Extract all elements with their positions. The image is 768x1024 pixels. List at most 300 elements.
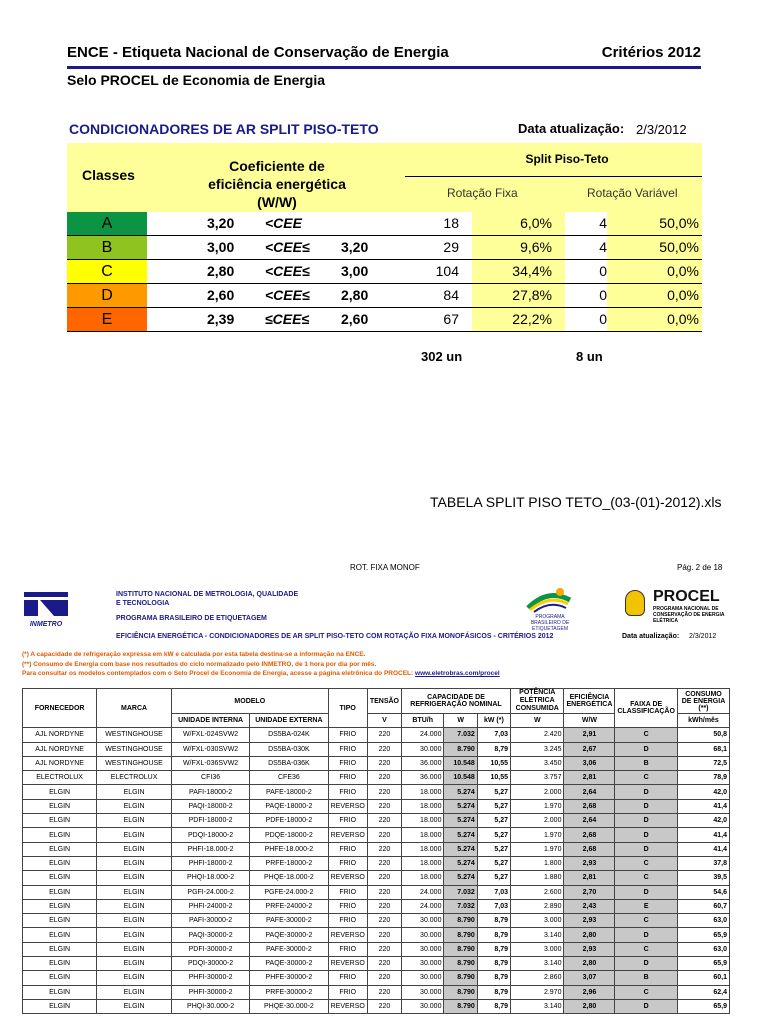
- cell-tensao: 220: [367, 771, 401, 785]
- cell-btuh: 36.000: [402, 771, 444, 785]
- cell-consumo: 60,1: [677, 971, 729, 985]
- cell-kw: 10,55: [477, 756, 510, 770]
- cell-tipo: REVERSO: [328, 828, 367, 842]
- cell-fornecedor: ELGIN: [23, 899, 97, 913]
- cell-btuh: 30.000: [402, 914, 444, 928]
- pbe-icon: [520, 586, 576, 614]
- classes-label: Classes: [82, 167, 135, 183]
- cell-kw: 8,79: [477, 985, 510, 999]
- cell-faixa: B: [615, 971, 678, 985]
- cell-unidade-externa: DS5BA-024K: [250, 728, 328, 742]
- class-row: [67, 260, 702, 284]
- cell-eficiencia: 2,68: [564, 842, 615, 856]
- cell-tipo: FRIO: [328, 885, 367, 899]
- section-title: CONDICIONADORES DE AR SPLIT PISO-TETO: [69, 121, 379, 137]
- cell-tensao: 220: [367, 914, 401, 928]
- class-letter: B: [67, 236, 147, 259]
- count-fixa: 18: [443, 215, 459, 231]
- class-row: [67, 284, 702, 308]
- cell-w: 5.274: [444, 814, 477, 828]
- count-fixa: 104: [435, 263, 459, 279]
- cell-marca: WESTINGHOUSE: [97, 756, 172, 770]
- cell-potencia: 1.970: [511, 828, 564, 842]
- col-fornecedor: FORNECEDOR: [23, 689, 97, 728]
- cell-tensao: 220: [367, 971, 401, 985]
- cell-unidade-interna: W/FXL-024SVW2: [171, 728, 249, 742]
- cell-eficiencia: 2,43: [564, 899, 615, 913]
- class-min: 2,60: [207, 287, 235, 303]
- cell-tipo: FRIO: [328, 899, 367, 913]
- cell-btuh: 18.000: [402, 799, 444, 813]
- cell-marca: ELGIN: [97, 928, 172, 942]
- cell-tipo: FRIO: [328, 742, 367, 756]
- cell-marca: ELGIN: [97, 914, 172, 928]
- cell-w: 7.032: [444, 899, 477, 913]
- cell-kw: 7,03: [477, 899, 510, 913]
- cell-btuh: 30.000: [402, 971, 444, 985]
- cell-tipo: FRIO: [328, 942, 367, 956]
- cell-potencia: 1.970: [511, 799, 564, 813]
- cell-unidade-interna: PAQI-18000-2: [171, 799, 249, 813]
- cell-unidade-externa: PGFE-24.000-2: [250, 885, 328, 899]
- cell-kw: 8,79: [477, 957, 510, 971]
- count-fixa: 67: [443, 311, 459, 327]
- cell-potencia: 2.970: [511, 985, 564, 999]
- cell-tensao: 220: [367, 999, 401, 1013]
- cell-potencia: 1.880: [511, 871, 564, 885]
- cell-unidade-interna: PAFI-18000-2: [171, 785, 249, 799]
- cell-potencia: 3.000: [511, 942, 564, 956]
- cell-w: 10.548: [444, 771, 477, 785]
- cell-w: 5.274: [444, 799, 477, 813]
- cell-tensao: 220: [367, 814, 401, 828]
- cell-btuh: 30.000: [402, 957, 444, 971]
- cell-fornecedor: ELECTROLUX: [23, 771, 97, 785]
- file-name: TABELA SPLIT PISO TETO_(03-(01)-2012).xls: [430, 494, 722, 510]
- table-row: [23, 814, 730, 828]
- table-row: [23, 957, 730, 971]
- class-operator: <CEE: [265, 215, 302, 231]
- cell-tensao: 220: [367, 728, 401, 742]
- cell-tipo: REVERSO: [328, 957, 367, 971]
- cell-potencia: 2.000: [511, 814, 564, 828]
- cell-btuh: 18.000: [402, 828, 444, 842]
- cell-unidade-interna: PDQI-18000-2: [171, 828, 249, 842]
- cell-marca: WESTINGHOUSE: [97, 742, 172, 756]
- cell-unidade-interna: W/FXL-036SVW2: [171, 756, 249, 770]
- count-variavel: 0: [599, 263, 607, 279]
- cell-consumo: 72,5: [677, 756, 729, 770]
- cell-unidade-externa: PAFE-30000-2: [250, 942, 328, 956]
- cell-w: 8.790: [444, 985, 477, 999]
- cell-potencia: 2.420: [511, 728, 564, 742]
- count-variavel: 0: [599, 287, 607, 303]
- cell-unidade-externa: DS5BA-036K: [250, 756, 328, 770]
- cell-tipo: REVERSO: [328, 871, 367, 885]
- procel-logo: [625, 588, 735, 628]
- cell-eficiencia: 2,68: [564, 799, 615, 813]
- cell-unidade-interna: PDQI-30000-2: [171, 957, 249, 971]
- cell-eficiencia: 2,80: [564, 999, 615, 1013]
- criteria-label: Critérios 2012: [601, 44, 701, 61]
- cell-unidade-interna: PHQI-30.000-2: [171, 999, 249, 1013]
- coef-label: Coeficiente de eficiência energética (W/W): [208, 158, 346, 210]
- table-row: [23, 985, 730, 999]
- procel-link[interactable]: www.eletrobras.com/procel: [415, 670, 500, 677]
- cell-unidade-interna: PHFI-18000-2: [171, 856, 249, 870]
- cell-eficiencia: 2,67: [564, 742, 615, 756]
- cell-w: 7.032: [444, 885, 477, 899]
- cell-kw: 5,27: [477, 828, 510, 842]
- cell-fornecedor: ELGIN: [23, 814, 97, 828]
- col-externa: UNIDADE EXTERNA: [250, 714, 328, 728]
- cell-fornecedor: AJL NORDYNE: [23, 742, 97, 756]
- cell-marca: ELGIN: [97, 828, 172, 842]
- cell-tipo: FRIO: [328, 842, 367, 856]
- cell-faixa: C: [615, 914, 678, 928]
- cell-marca: ELGIN: [97, 856, 172, 870]
- cell-kw: 5,27: [477, 842, 510, 856]
- cell-eficiencia: 2,81: [564, 771, 615, 785]
- cell-eficiencia: 2,80: [564, 957, 615, 971]
- inmetro-logo-text: INMETRO: [29, 621, 63, 628]
- table-row: [23, 756, 730, 770]
- pct-variavel: 50,0%: [659, 215, 699, 231]
- update-value: 2/3/2012: [636, 122, 687, 137]
- class-max: 3,20: [341, 239, 369, 255]
- cell-kw: 7,03: [477, 728, 510, 742]
- document-title: ENCE - Etiqueta Nacional de Conservação de Energia: [67, 44, 449, 61]
- cell-btuh: 30.000: [402, 942, 444, 956]
- cell-faixa: D: [615, 885, 678, 899]
- cell-consumo: 63,0: [677, 942, 729, 956]
- class-letter: A: [67, 212, 147, 235]
- count-variavel: 0: [599, 311, 607, 327]
- document-header: [67, 44, 701, 61]
- cell-potencia: 2.890: [511, 899, 564, 913]
- cell-consumo: 42,0: [677, 785, 729, 799]
- cell-fornecedor: ELGIN: [23, 828, 97, 842]
- col-consumo-unit: kWh/mês: [677, 714, 729, 728]
- class-max: 3,00: [341, 263, 369, 279]
- cell-w: 8.790: [444, 742, 477, 756]
- cell-tensao: 220: [367, 957, 401, 971]
- cell-tipo: FRIO: [328, 856, 367, 870]
- cell-faixa: C: [615, 728, 678, 742]
- pct-fixa: 22,2%: [512, 311, 552, 327]
- cell-w: 5.274: [444, 785, 477, 799]
- cell-unidade-externa: PAQE-30000-2: [250, 928, 328, 942]
- cell-eficiencia: 3,06: [564, 756, 615, 770]
- cell-btuh: 30.000: [402, 742, 444, 756]
- cell-kw: 10,55: [477, 771, 510, 785]
- col-consumo: CONSUMO DE ENERGIA (**): [677, 689, 729, 714]
- cell-btuh: 24.000: [402, 728, 444, 742]
- cell-consumo: 54,6: [677, 885, 729, 899]
- classes-header: [67, 143, 702, 212]
- cell-faixa: D: [615, 957, 678, 971]
- equipment-table: [22, 688, 730, 1014]
- rotacao-fixa-label: Rotação Fixa: [447, 186, 518, 200]
- cell-faixa: E: [615, 899, 678, 913]
- cell-unidade-externa: PHQE-30.000-2: [250, 999, 328, 1013]
- table-row: [23, 928, 730, 942]
- col-potencia: POTÊNCIA ELÉTRICA CONSUMIDA: [511, 689, 564, 714]
- cell-unidade-interna: PDFI-18000-2: [171, 814, 249, 828]
- cell-kw: 8,79: [477, 742, 510, 756]
- cell-consumo: 63,0: [677, 914, 729, 928]
- split-label: Split Piso-Teto: [525, 152, 609, 166]
- col-tensao-unit: V: [367, 714, 401, 728]
- cell-tipo: FRIO: [328, 771, 367, 785]
- cell-unidade-interna: PHQI-18.000-2: [171, 871, 249, 885]
- cell-unidade-externa: PHFE-18.000-2: [250, 842, 328, 856]
- cell-kw: 5,27: [477, 856, 510, 870]
- cell-unidade-externa: PHFE-30000-2: [250, 971, 328, 985]
- cell-unidade-interna: PHFI-30000-2: [171, 971, 249, 985]
- cell-potencia: 3.140: [511, 957, 564, 971]
- cell-tensao: 220: [367, 871, 401, 885]
- cell-consumo: 65,9: [677, 999, 729, 1013]
- cell-unidade-externa: PRFE-24000-2: [250, 899, 328, 913]
- cell-kw: 5,27: [477, 785, 510, 799]
- cell-consumo: 41,4: [677, 842, 729, 856]
- cell-tensao: 220: [367, 828, 401, 842]
- cell-marca: ELGIN: [97, 814, 172, 828]
- cell-tensao: 220: [367, 942, 401, 956]
- pct-variavel: 0,0%: [667, 287, 699, 303]
- cell-tipo: REVERSO: [328, 928, 367, 942]
- cell-faixa: B: [615, 756, 678, 770]
- cell-potencia: 3.140: [511, 999, 564, 1013]
- class-letter: E: [67, 308, 147, 331]
- procel-subtitle: PROGRAMA NACIONAL DE CONSERVAÇÃO DE ENERGIA ELÉTRICA: [653, 606, 725, 624]
- cell-potencia: 1.970: [511, 842, 564, 856]
- cell-tensao: 220: [367, 799, 401, 813]
- cell-w: 8.790: [444, 928, 477, 942]
- cell-eficiencia: 3,07: [564, 971, 615, 985]
- class-operator: <CEE≤: [265, 263, 310, 279]
- cell-consumo: 41,4: [677, 799, 729, 813]
- note-2: (**) Consumo de Energia com base nos resultados do ciclo normalizado pelo INMETRO, de 1 hora por dia por mês.: [22, 660, 377, 668]
- cell-btuh: 18.000: [402, 856, 444, 870]
- cell-eficiencia: 2,96: [564, 985, 615, 999]
- cell-tensao: 220: [367, 842, 401, 856]
- col-capacidade: CAPACIDADE DE REFRIGERAÇÃO NOMINAL: [402, 689, 511, 714]
- col-modelo: MODELO: [171, 689, 328, 714]
- cell-unidade-externa: PRFE-18000-2: [250, 856, 328, 870]
- cell-faixa: D: [615, 828, 678, 842]
- cell-marca: ELGIN: [97, 842, 172, 856]
- col-kw: kW (*): [477, 714, 510, 728]
- cell-faixa: D: [615, 785, 678, 799]
- cell-faixa: C: [615, 942, 678, 956]
- cell-eficiencia: 2,93: [564, 942, 615, 956]
- table-row: [23, 899, 730, 913]
- cell-tensao: 220: [367, 985, 401, 999]
- cell-marca: ELGIN: [97, 985, 172, 999]
- cell-faixa: C: [615, 771, 678, 785]
- cell-fornecedor: ELGIN: [23, 842, 97, 856]
- cell-fornecedor: AJL NORDYNE: [23, 728, 97, 742]
- cell-tipo: FRIO: [328, 756, 367, 770]
- cell-consumo: 50,8: [677, 728, 729, 742]
- cell-kw: 5,27: [477, 799, 510, 813]
- cell-consumo: 62,4: [677, 985, 729, 999]
- class-max: 2,60: [341, 311, 369, 327]
- cell-fornecedor: ELGIN: [23, 885, 97, 899]
- cell-faixa: D: [615, 742, 678, 756]
- cell-marca: ELECTROLUX: [97, 771, 172, 785]
- cell-marca: ELGIN: [97, 957, 172, 971]
- table-row: [23, 828, 730, 842]
- cell-unidade-externa: PAFE-18000-2: [250, 785, 328, 799]
- cell-potencia: 2.600: [511, 885, 564, 899]
- class-operator: <CEE≤: [265, 287, 310, 303]
- cell-fornecedor: ELGIN: [23, 985, 97, 999]
- cell-consumo: 65,9: [677, 928, 729, 942]
- cell-consumo: 39,5: [677, 871, 729, 885]
- table-body: [23, 728, 730, 1014]
- class-min: 3,00: [207, 239, 235, 255]
- cell-w: 10.548: [444, 756, 477, 770]
- class-operator: ≤CEE≤: [265, 311, 310, 327]
- cell-eficiencia: 2,93: [564, 914, 615, 928]
- table-row: [23, 728, 730, 742]
- total-fixa: 302 un: [421, 349, 463, 364]
- cell-w: 8.790: [444, 914, 477, 928]
- cell-btuh: 24.000: [402, 899, 444, 913]
- cell-unidade-interna: CFI36: [171, 771, 249, 785]
- cell-btuh: 18.000: [402, 814, 444, 828]
- cell-w: 7.032: [444, 728, 477, 742]
- cell-eficiencia: 2,64: [564, 785, 615, 799]
- cell-w: 8.790: [444, 942, 477, 956]
- cell-potencia: 3.450: [511, 756, 564, 770]
- cell-fornecedor: AJL NORDYNE: [23, 756, 97, 770]
- cell-consumo: 42,0: [677, 814, 729, 828]
- cell-marca: ELGIN: [97, 799, 172, 813]
- cell-unidade-interna: PAQI-30000-2: [171, 928, 249, 942]
- cell-eficiencia: 2,68: [564, 828, 615, 842]
- cell-btuh: 30.000: [402, 999, 444, 1013]
- class-letter: D: [67, 284, 147, 307]
- cell-w: 5.274: [444, 856, 477, 870]
- cell-kw: 8,79: [477, 928, 510, 942]
- cell-faixa: D: [615, 799, 678, 813]
- cell-fornecedor: ELGIN: [23, 957, 97, 971]
- pct-variavel: 0,0%: [667, 311, 699, 327]
- cell-tensao: 220: [367, 856, 401, 870]
- document-subtitle: Selo PROCEL de Economia de Energia: [67, 72, 326, 88]
- class-row: [67, 236, 702, 260]
- count-fixa: 84: [443, 287, 459, 303]
- cell-unidade-interna: PHFI-18.000-2: [171, 842, 249, 856]
- class-min: 2,39: [207, 311, 235, 327]
- cell-potencia: 3.000: [511, 914, 564, 928]
- cell-consumo: 78,9: [677, 771, 729, 785]
- class-min: 2,80: [207, 263, 235, 279]
- note-1: (*) A capacidade de refrigeração expressa em kW e calculada por esta tabela destina-se a informação na ENCE.: [22, 651, 366, 658]
- count-variavel: 4: [599, 239, 607, 255]
- cell-tipo: REVERSO: [328, 799, 367, 813]
- class-row: [67, 308, 702, 332]
- pct-fixa: 9,6%: [520, 239, 552, 255]
- cell-unidade-interna: W/FXL-030SVW2: [171, 742, 249, 756]
- cell-unidade-interna: PHFI-30000-2: [171, 985, 249, 999]
- page-number: Pág. 2 de 18: [677, 563, 723, 572]
- cell-marca: ELGIN: [97, 971, 172, 985]
- cell-kw: 8,79: [477, 914, 510, 928]
- col-eficiencia: EFICIÊNCIA ENERGÉTICA: [564, 689, 615, 714]
- cell-eficiencia: 2,91: [564, 728, 615, 742]
- cell-tensao: 220: [367, 899, 401, 913]
- cell-btuh: 30.000: [402, 985, 444, 999]
- cell-unidade-interna: PDFI-30000-2: [171, 942, 249, 956]
- cell-marca: WESTINGHOUSE: [97, 728, 172, 742]
- cell-tipo: FRIO: [328, 971, 367, 985]
- cell-unidade-interna: PAFI-30000-2: [171, 914, 249, 928]
- pct-fixa: 27,8%: [512, 287, 552, 303]
- cell-marca: ELGIN: [97, 785, 172, 799]
- count-fixa: 29: [443, 239, 459, 255]
- cell-marca: ELGIN: [97, 871, 172, 885]
- inmetro-logo: [24, 590, 68, 628]
- cell-unidade-externa: DS5BA-030K: [250, 742, 328, 756]
- pbe-logo: [520, 586, 576, 632]
- cell-marca: ELGIN: [97, 885, 172, 899]
- cell-faixa: C: [615, 985, 678, 999]
- split-divider: [405, 176, 702, 177]
- procel-title: PROCEL: [653, 588, 720, 605]
- table-row: [23, 885, 730, 899]
- rotacao-variavel-label: Rotação Variável: [587, 186, 678, 200]
- cell-fornecedor: ELGIN: [23, 928, 97, 942]
- col-w: W: [444, 714, 477, 728]
- cell-tipo: REVERSO: [328, 999, 367, 1013]
- cell-btuh: 18.000: [402, 785, 444, 799]
- cell-kw: 7,03: [477, 885, 510, 899]
- table-row: [23, 771, 730, 785]
- cell-marca: ELGIN: [97, 942, 172, 956]
- pbe-logo-text: PROGRAMA BRASILEIRO DE ETIQUETAGEM: [530, 614, 570, 632]
- cell-btuh: 30.000: [402, 928, 444, 942]
- cell-fornecedor: ELGIN: [23, 914, 97, 928]
- class-max: 2,80: [341, 287, 369, 303]
- cell-w: 5.274: [444, 842, 477, 856]
- col-btuh: BTU/h: [402, 714, 444, 728]
- table-row: [23, 999, 730, 1013]
- class-min: 3,20: [207, 215, 235, 231]
- cell-unidade-externa: PAQE-30000-2: [250, 957, 328, 971]
- table-row: [23, 914, 730, 928]
- cell-faixa: D: [615, 928, 678, 942]
- table-update-value: 2/3/2012: [689, 633, 717, 640]
- cell-tensao: 220: [367, 785, 401, 799]
- table-row: [23, 942, 730, 956]
- cell-tensao: 220: [367, 885, 401, 899]
- cell-tipo: FRIO: [328, 814, 367, 828]
- table-row: [23, 971, 730, 985]
- header-divider: [67, 66, 701, 69]
- cell-eficiencia: 2,70: [564, 885, 615, 899]
- inmetro-icon: [24, 590, 68, 628]
- cell-btuh: 36.000: [402, 756, 444, 770]
- table-row: [23, 871, 730, 885]
- cell-potencia: 3.757: [511, 771, 564, 785]
- notes: [22, 650, 500, 679]
- cell-fornecedor: ELGIN: [23, 785, 97, 799]
